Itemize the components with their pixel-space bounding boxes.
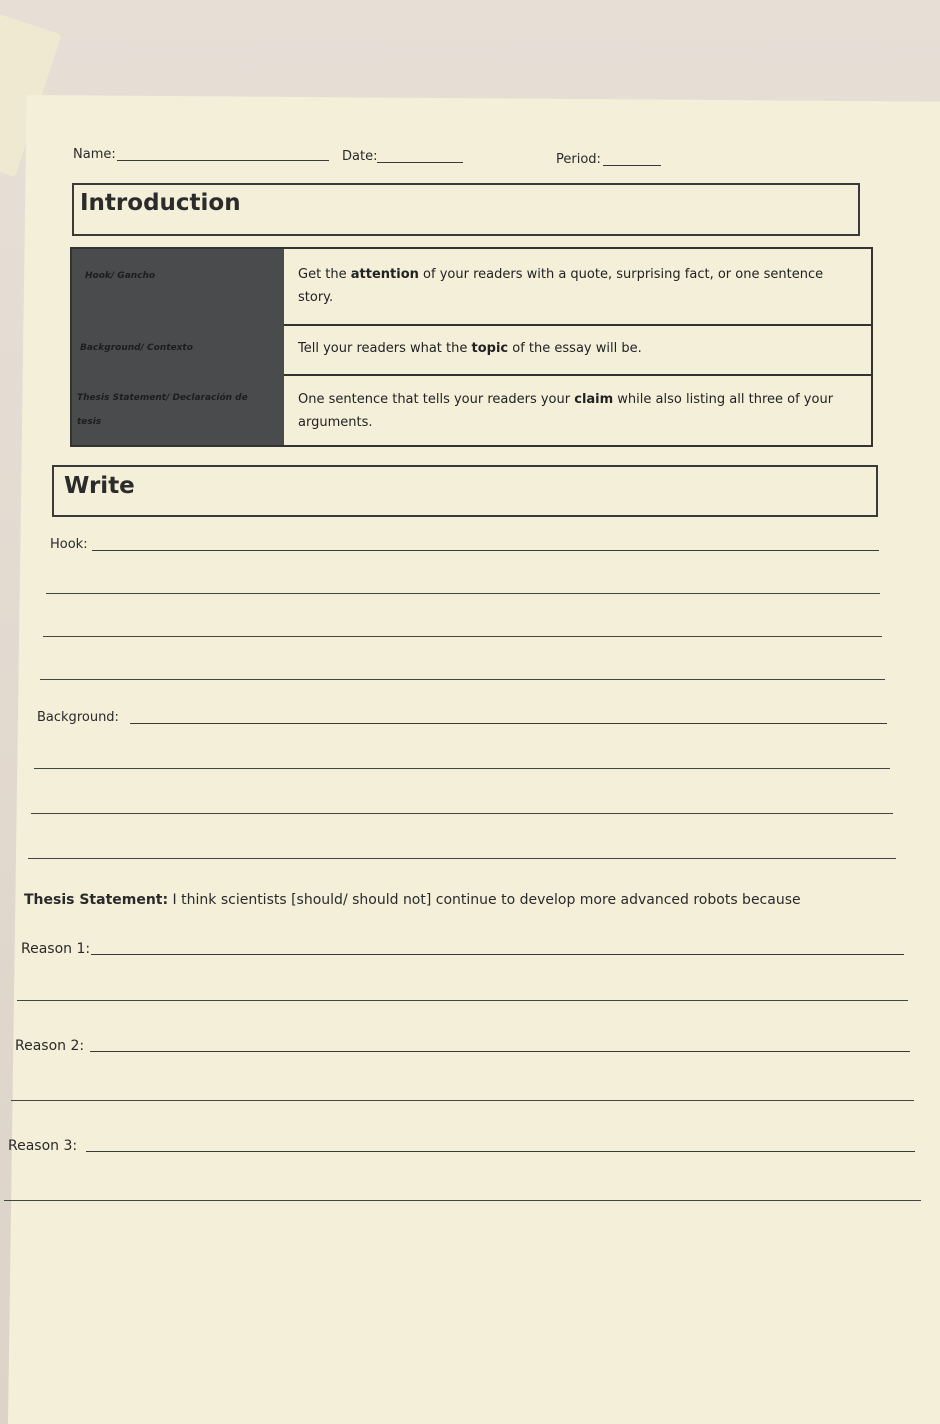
period-label: Period: xyxy=(556,152,601,167)
reason-3-line-1[interactable] xyxy=(86,1151,915,1152)
hook-line-4[interactable] xyxy=(40,679,885,680)
background-line-2[interactable] xyxy=(34,768,890,769)
reason-3-line-2[interactable] xyxy=(4,1200,921,1201)
introduction-table xyxy=(70,247,873,447)
date-field[interactable] xyxy=(377,162,463,163)
background-row-label: Background/ Contexto xyxy=(80,343,193,353)
write-title: Write xyxy=(64,473,135,499)
hook-row-label: Hook/ Gancho xyxy=(85,271,156,281)
date-label: Date: xyxy=(342,149,378,164)
name-label: Name: xyxy=(73,147,116,162)
background-line-3[interactable] xyxy=(31,813,893,814)
reason-2-line-2[interactable] xyxy=(11,1100,914,1101)
hook-label: Hook: xyxy=(50,537,88,552)
reason-3-label: Reason 3: xyxy=(8,1138,78,1154)
name-field[interactable] xyxy=(117,160,329,161)
background-line-4[interactable] xyxy=(28,858,896,859)
hook-description: Get the attention of your readers with a quote, surprising fact, or one sentence story. xyxy=(298,267,824,305)
reason-1-label: Reason 1: xyxy=(21,941,91,957)
table-label-column xyxy=(72,249,284,445)
background-line-1[interactable] xyxy=(130,723,887,724)
reason-2-line-1[interactable] xyxy=(90,1051,910,1052)
introduction-title: Introduction xyxy=(80,190,241,216)
table-row-thesis xyxy=(284,376,871,445)
thesis-description: One sentence that tells your readers your claim while also listing all three of your arguments. xyxy=(298,392,834,430)
thesis-statement: Thesis Statement: I think scientists [should/ should not] continue to develop more advanced robots because xyxy=(24,892,801,908)
hook-line-1[interactable] xyxy=(92,550,879,551)
write-header-box xyxy=(52,465,878,517)
table-row-hook xyxy=(284,249,871,326)
background-label: Background: xyxy=(37,710,119,725)
hook-line-3[interactable] xyxy=(43,636,882,637)
reason-1-line-2[interactable] xyxy=(17,1000,908,1001)
thesis-row-label: Thesis Statement/ Declaración de tesis xyxy=(77,393,248,427)
reason-1-line-1[interactable] xyxy=(91,954,904,955)
reason-2-label: Reason 2: xyxy=(15,1038,85,1054)
table-row-background xyxy=(284,326,871,376)
period-field[interactable] xyxy=(603,165,661,166)
background-description: Tell your readers what the topic of the essay will be. xyxy=(298,341,642,356)
hook-line-2[interactable] xyxy=(46,593,880,594)
